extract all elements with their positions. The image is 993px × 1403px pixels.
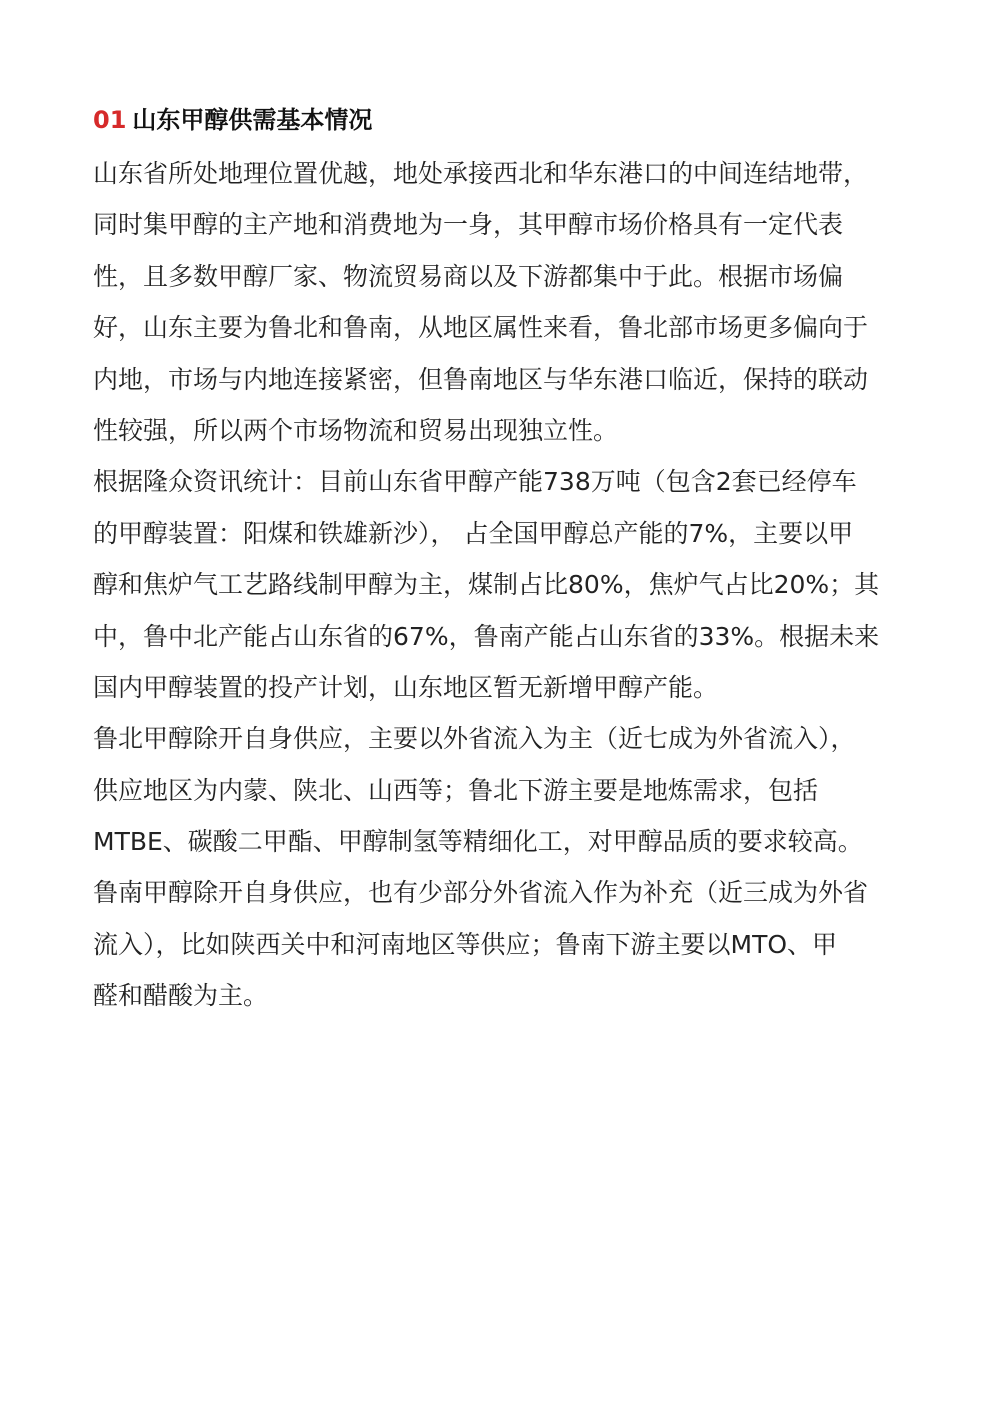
text-line: 性，且多数甲醇厂家、物流贸易商以及下游都集中于此。根据市场偏 <box>93 261 844 291</box>
text-line: 中，鲁中北产能占山东省的67%，鲁南产能占山东省的33%。根据未来 <box>93 621 880 651</box>
text-line: 好，山东主要为鲁北和鲁南，从地区属性来看，鲁北部市场更多偏向于 <box>93 313 869 343</box>
paragraph-capacity <box>93 456 905 713</box>
text-line: 内地，市场与内地连接紧密，但鲁南地区与华东港口临近，保持的联动 <box>93 364 869 394</box>
text-line: 醇和焦炉气工艺路线制甲醇为主，煤制占比80%，焦炉气占比20%；其 <box>93 570 880 600</box>
text-line: 鲁北甲醇除开自身供应，主要以外省流入为主（近七成为外省流入）， <box>93 724 856 754</box>
paragraph-north-supply <box>93 713 905 867</box>
text-line: 国内甲醇装置的投产计划，山东地区暂无新增甲醇产能。 <box>93 672 719 702</box>
section-number: 01 <box>93 106 127 134</box>
paragraph-location <box>93 148 905 456</box>
text-line: 山东省所处地理位置优越，地处承接西北和华东港口的中间连结地带， <box>93 159 869 188</box>
paragraph-south-supply <box>93 867 905 1021</box>
text-line: 同时集甲醇的主产地和消费地为一身，其甲醇市场价格具有一定代表 <box>93 210 844 240</box>
text-line: MTBE、碳酸二甲酯、甲醇制氢等精细化工，对甲醇品质的要求较高。 <box>93 827 863 857</box>
text-line: 醛和醋酸为主。 <box>93 981 269 1011</box>
section-title: 山东甲醇供需基本情况 <box>132 106 373 134</box>
text-line: 流入），比如陕西关中和河南地区等供应；鲁南下游主要以MTO、甲 <box>93 929 838 959</box>
text-line: 供应地区为内蒙、陕北、山西等；鲁北下游主要是地炼需求，包括 <box>93 775 819 805</box>
text-line: 鲁南甲醇除开自身供应，也有少部分外省流入作为补充（近三成为外省 <box>93 878 869 908</box>
section-heading <box>93 96 905 148</box>
text-line: 性较强，所以两个市场物流和贸易出现独立性。 <box>93 415 619 445</box>
article-body <box>93 96 905 1022</box>
text-line: 根据隆众资讯统计：目前山东省甲醇产能738万吨（包含2套已经停车 <box>93 467 857 497</box>
text-line: 的甲醇装置：阳煤和铁雄新沙）， 占全国甲醇总产能的7%，主要以甲 <box>93 518 854 548</box>
